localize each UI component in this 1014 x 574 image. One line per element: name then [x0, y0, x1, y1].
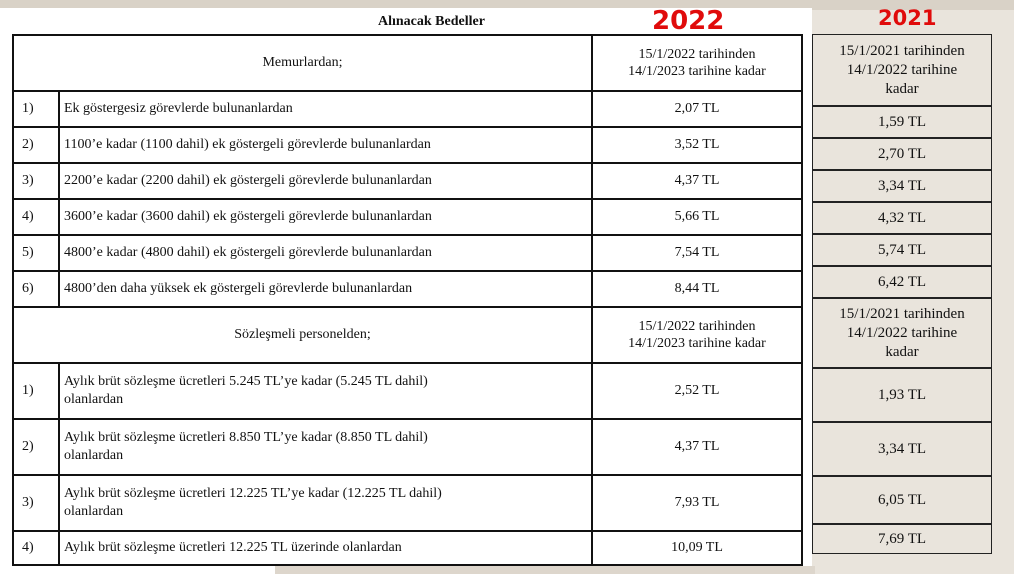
table-row [13, 91, 802, 127]
memur-header-row [13, 35, 802, 91]
row-value-2021: 3,34 TL [812, 422, 992, 476]
row-description: Aylık brüt sözleşme ücretleri 12.225 TL üzerinde olanlardan [59, 531, 592, 565]
memur-period-2022 [592, 35, 802, 91]
sozlesmeli-heading: Sözleşmeli personelden; [13, 307, 592, 363]
period-line1: 15/1/2021 tarihinden [839, 42, 965, 59]
row-description [59, 363, 592, 419]
period-line2: 14/1/2023 tarihine kadar [628, 64, 766, 79]
table-row [13, 475, 802, 531]
row-value-2021: 3,34 TL [812, 170, 992, 202]
period-line1: 15/1/2022 tarihinden [638, 319, 756, 334]
row-value-2021: 4,32 TL [812, 202, 992, 234]
description-line1: Aylık brüt sözleşme ücretleri 12.225 TL’ye kadar (12.225 TL dahil) [64, 486, 442, 501]
row-description: 3600’e kadar (3600 dahil) ek göstergeli görevlerde bulunanlardan [59, 199, 592, 235]
row-value-2021: 1,59 TL [812, 106, 992, 138]
table-row [13, 163, 802, 199]
description-line2: olanlardan [64, 448, 124, 463]
year-label-2022: 2022 [652, 6, 725, 36]
row-number: 1) [13, 91, 59, 127]
row-number: 5) [13, 235, 59, 271]
row-value-2022: 4,37 TL [592, 163, 802, 199]
period-line3: kadar [885, 80, 919, 97]
row-description: 4800’e kadar (4800 dahil) ek göstergeli görevlerde bulunanlardan [59, 235, 592, 271]
table-row [13, 127, 802, 163]
description-line1: Aylık brüt sözleşme ücretleri 5.245 TL’ye kadar (5.245 TL dahil) [64, 374, 428, 389]
table-row [13, 199, 802, 235]
row-number: 2) [13, 127, 59, 163]
row-value-2022: 7,54 TL [592, 235, 802, 271]
period-line2: 14/1/2022 tarihine [846, 61, 958, 78]
sozlesmeli-header-row [13, 307, 802, 363]
row-number: 1) [13, 363, 59, 419]
description-line1: Aylık brüt sözleşme ücretleri 8.850 TL’ye kadar (8.850 TL dahil) [64, 430, 428, 445]
period-line1: 15/1/2022 tarihinden [638, 47, 756, 62]
row-value-2022: 7,93 TL [592, 475, 802, 531]
row-value-2022: 8,44 TL [592, 271, 802, 307]
row-value-2022: 4,37 TL [592, 419, 802, 475]
period-line3: kadar [885, 343, 919, 360]
row-value-2022: 2,52 TL [592, 363, 802, 419]
year-label-2021: 2021 [878, 6, 937, 30]
row-value-2022: 2,07 TL [592, 91, 802, 127]
table-row [13, 271, 802, 307]
row-value-2022: 5,66 TL [592, 199, 802, 235]
row-number: 6) [13, 271, 59, 307]
row-number: 4) [13, 531, 59, 565]
row-description: Ek göstergesiz görevlerde bulunanlardan [59, 91, 592, 127]
period-line2: 14/1/2023 tarihine kadar [628, 336, 766, 351]
row-value-2021: 6,42 TL [812, 266, 992, 298]
table-row [13, 419, 802, 475]
fee-table-2022 [12, 34, 803, 566]
row-number: 3) [13, 163, 59, 199]
period-line1: 15/1/2021 tarihinden [839, 305, 965, 322]
sozlesmeli-period-2021 [812, 298, 992, 368]
row-description [59, 419, 592, 475]
row-value-2021: 6,05 TL [812, 476, 992, 524]
table-row [13, 531, 802, 565]
row-description: 1100’e kadar (1100 dahil) ek göstergeli görevlerde bulunanlardan [59, 127, 592, 163]
table-row [13, 235, 802, 271]
row-value-2022: 10,09 TL [592, 531, 802, 565]
row-value-2021: 2,70 TL [812, 138, 992, 170]
row-number: 4) [13, 199, 59, 235]
row-description: 4800’den daha yüksek ek göstergeli görevlerde bulunanlardan [59, 271, 592, 307]
row-number: 3) [13, 475, 59, 531]
period-line2: 14/1/2022 tarihine [846, 324, 958, 341]
document-title: Alınacak Bedeller [378, 14, 485, 29]
row-number: 2) [13, 419, 59, 475]
row-description: 2200’e kadar (2200 dahil) ek göstergeli görevlerde bulunanlardan [59, 163, 592, 199]
row-value-2021: 5,74 TL [812, 234, 992, 266]
table-row [13, 363, 802, 419]
row-description [59, 475, 592, 531]
row-value-2021: 7,69 TL [812, 524, 992, 554]
memur-period-2021 [812, 34, 992, 106]
row-value-2022: 3,52 TL [592, 127, 802, 163]
description-line2: olanlardan [64, 392, 124, 407]
row-value-2021: 1,93 TL [812, 368, 992, 422]
background-strip [275, 566, 815, 574]
sozlesmeli-period-2022 [592, 307, 802, 363]
description-line2: olanlardan [64, 504, 124, 519]
memur-heading: Memurlardan; [13, 35, 592, 91]
